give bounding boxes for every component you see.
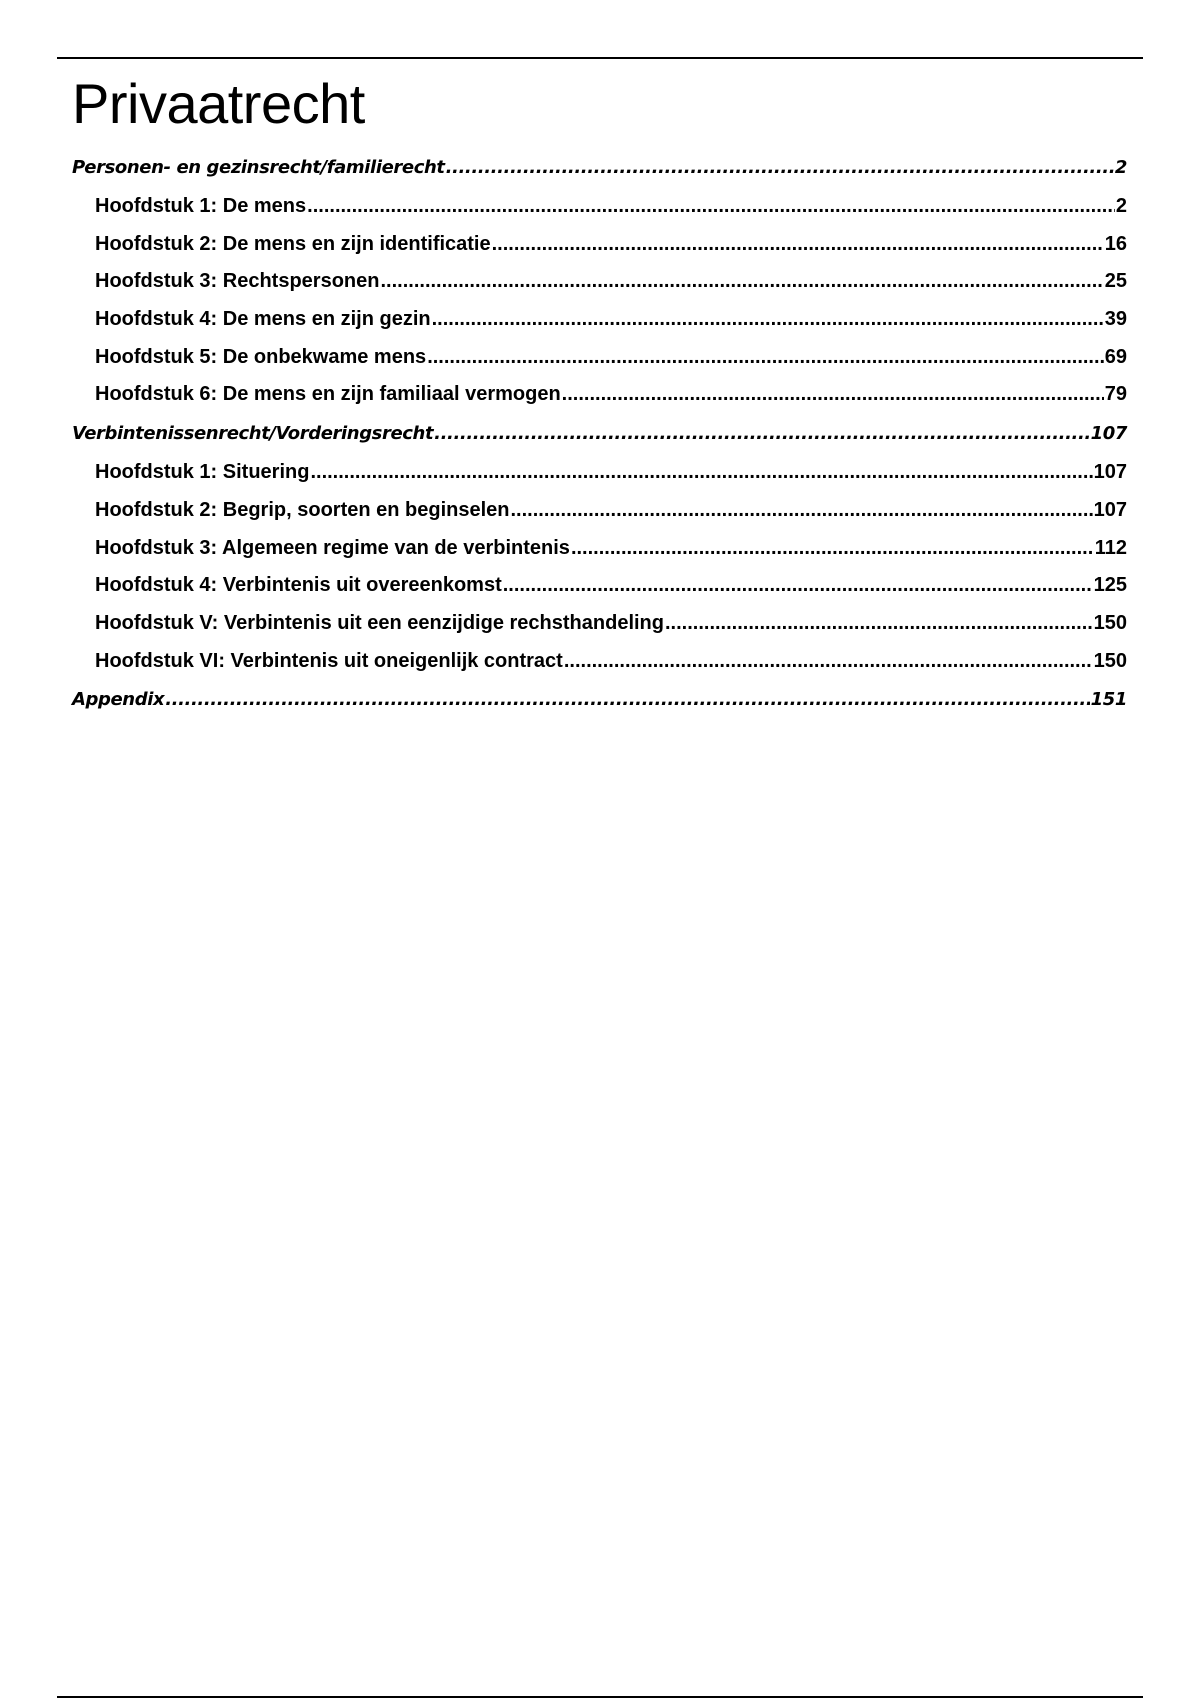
toc-entry-title: Hoofdstuk 1: Situering <box>95 461 310 484</box>
toc-dot-leader <box>307 188 1115 226</box>
toc-chapter-1-de-mens[interactable] <box>72 188 1127 226</box>
toc-entry-title: Hoofdstuk 2: De mens en zijn identificatie <box>95 232 491 255</box>
toc-page-number: 150 <box>1093 611 1127 634</box>
toc-dot-leader <box>503 567 1093 605</box>
toc-section-appendix[interactable] <box>72 680 1127 720</box>
toc-entry-title: Hoofdstuk 4: Verbintenis uit overeenkomst <box>95 574 502 597</box>
toc-page-number: 2 <box>1115 195 1127 217</box>
toc-chapter-3-rechtspersonen[interactable] <box>72 263 1127 301</box>
toc-dot-leader <box>562 376 1104 414</box>
toc-chapter-4-overeenkomst[interactable] <box>72 567 1127 605</box>
toc-dot-leader <box>564 643 1093 681</box>
toc-entry-title: Hoofdstuk V: Verbintenis uit een eenzijdige rechsthandeling <box>95 611 664 634</box>
toc-entry-title: Hoofdstuk 1: De mens <box>95 195 307 217</box>
toc-page-number: 107 <box>1090 423 1127 445</box>
toc-entry-title: Appendix <box>72 689 165 711</box>
toc-entry-title: Verbintenissenrecht/Vorderingsrecht <box>72 423 434 445</box>
toc-dot-leader <box>165 680 1089 720</box>
table-of-contents <box>72 148 1127 720</box>
toc-dot-leader <box>310 454 1092 492</box>
toc-page-number: 69 <box>1104 345 1127 368</box>
toc-entry-title: Hoofdstuk 2: Begrip, soorten en beginselen <box>95 498 510 521</box>
toc-page-number: 16 <box>1104 232 1127 255</box>
header-rule <box>57 57 1143 59</box>
toc-page-number: 79 <box>1104 383 1127 406</box>
toc-page-number: 151 <box>1090 689 1127 711</box>
toc-dot-leader <box>511 492 1093 530</box>
toc-page-number: 107 <box>1093 461 1127 484</box>
toc-chapter-2-identificatie[interactable] <box>72 226 1127 264</box>
toc-chapter-vi-oneigenlijk-contract[interactable] <box>72 643 1127 681</box>
toc-entry-title: Hoofdstuk 5: De onbekwame mens <box>95 345 427 368</box>
toc-dot-leader <box>492 226 1104 264</box>
toc-dot-leader <box>665 605 1093 643</box>
toc-entry-title: Personen- en gezinsrecht/familierecht <box>72 157 445 178</box>
toc-page-number: 125 <box>1093 574 1127 597</box>
toc-dot-leader <box>380 263 1103 301</box>
toc-dot-leader <box>432 301 1104 339</box>
document-title: Privaatrecht <box>72 72 365 135</box>
toc-dot-leader <box>427 339 1104 377</box>
toc-entry-title: Hoofdstuk 4: De mens en zijn gezin <box>95 308 431 331</box>
toc-chapter-1-situering[interactable] <box>72 454 1127 492</box>
toc-page-number: 2 <box>1114 157 1127 178</box>
toc-page-number: 39 <box>1104 308 1127 331</box>
toc-entry-title: Hoofdstuk 3: Algemeen regime van de verbintenis <box>95 536 570 559</box>
toc-chapter-5-onbekwame-mens[interactable] <box>72 339 1127 377</box>
toc-chapter-3-algemeen-regime[interactable] <box>72 530 1127 568</box>
toc-page-number: 107 <box>1093 498 1127 521</box>
toc-page-number: 112 <box>1094 536 1127 559</box>
toc-chapter-2-begrip[interactable] <box>72 492 1127 530</box>
footer-rule <box>57 1696 1143 1698</box>
toc-chapter-v-eenzijdige-rechtshandeling[interactable] <box>72 605 1127 643</box>
toc-section-verbintenissenrecht[interactable] <box>72 414 1127 454</box>
toc-chapter-6-familiaal-vermogen[interactable] <box>72 376 1127 414</box>
toc-dot-leader <box>571 530 1094 568</box>
toc-dot-leader <box>434 414 1089 454</box>
toc-page-number: 150 <box>1093 649 1127 672</box>
toc-entry-title: Hoofdstuk VI: Verbintenis uit oneigenlijk contract <box>95 649 563 672</box>
toc-dot-leader <box>446 148 1114 188</box>
toc-entry-title: Hoofdstuk 3: Rechtspersonen <box>95 270 380 293</box>
toc-section-personen[interactable] <box>72 148 1127 188</box>
toc-page-number: 25 <box>1104 270 1127 293</box>
toc-entry-title: Hoofdstuk 6: De mens en zijn familiaal vermogen <box>95 383 561 406</box>
toc-chapter-4-gezin[interactable] <box>72 301 1127 339</box>
